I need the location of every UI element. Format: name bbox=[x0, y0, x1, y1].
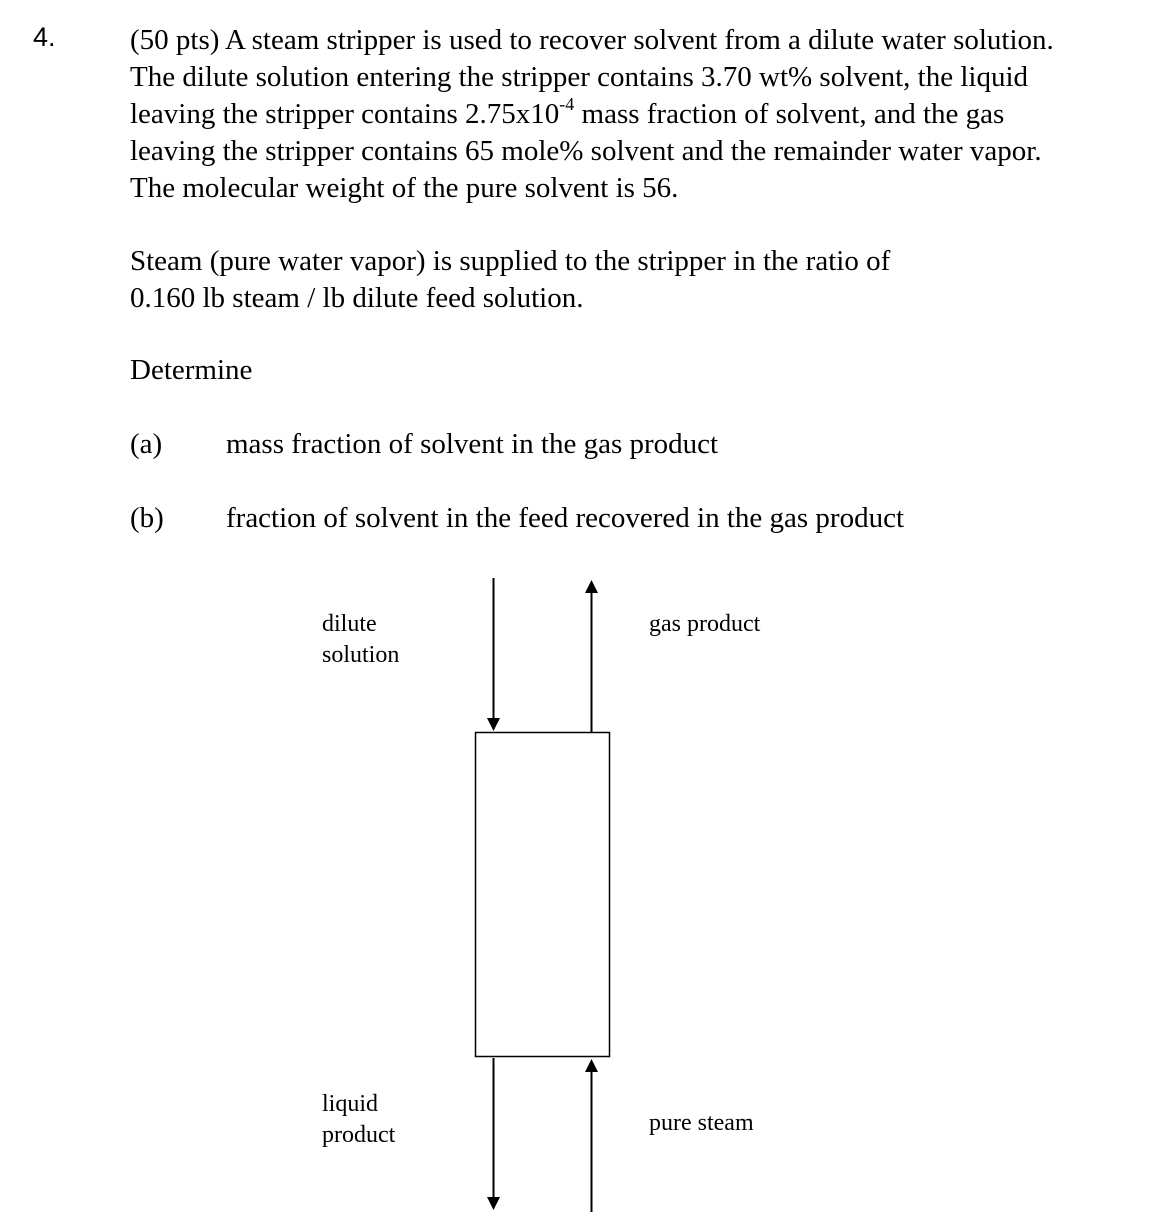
liquid-product-label-line-1: liquid bbox=[322, 1091, 379, 1117]
statement-line-3-end: mass fraction of solvent, and the gas bbox=[574, 98, 1005, 130]
gas-product-label bbox=[649, 609, 760, 640]
exponent: -4 bbox=[559, 94, 575, 115]
statement-line-1: (50 pts) A steam stripper is used to recover solvent from a dilute water solution. bbox=[130, 24, 1054, 56]
stripper-column bbox=[476, 733, 610, 1057]
steam-line-1: Steam (pure water vapor) is supplied to the stripper in the ratio of bbox=[130, 245, 891, 277]
pure-steam-arrowhead bbox=[585, 1059, 598, 1072]
pure-steam-label-text: pure steam bbox=[649, 1110, 754, 1136]
question-number: 4. bbox=[33, 22, 56, 52]
pure-steam-label bbox=[649, 1108, 754, 1139]
dilute-solution-arrowhead bbox=[487, 718, 500, 731]
determine-heading: Determine bbox=[130, 354, 253, 386]
part-b-label: (b) bbox=[130, 502, 164, 534]
liquid-product-label-line-2: product bbox=[322, 1122, 396, 1148]
statement-line-4: leaving the stripper contains 65 mole% solvent and the remainder water vapor. bbox=[130, 135, 1042, 167]
liquid-product-label bbox=[322, 1089, 395, 1151]
dilute-solution-label bbox=[322, 609, 399, 671]
dilute-solution-label-line-1: dilute bbox=[322, 611, 377, 637]
liquid-product-arrowhead bbox=[487, 1197, 500, 1210]
part-a-label: (a) bbox=[130, 428, 163, 460]
dilute-solution-label-line-2: solution bbox=[322, 642, 400, 668]
part-a-text: mass fraction of solvent in the gas product bbox=[226, 428, 719, 460]
gas-product-arrowhead bbox=[585, 580, 598, 593]
statement-line-3-start: leaving the stripper contains 2.75x10 bbox=[130, 98, 560, 130]
gas-product-label-text: gas product bbox=[649, 611, 761, 637]
statement-line-5: The molecular weight of the pure solvent is 56. bbox=[130, 172, 679, 204]
statement-line-2: The dilute solution entering the stripper contains 3.70 wt% solvent, the liquid bbox=[130, 61, 1029, 93]
part-b-text: fraction of solvent in the feed recovered in the gas product bbox=[226, 502, 905, 534]
steam-line-2: 0.160 lb steam / lb dilute feed solution. bbox=[130, 282, 584, 314]
